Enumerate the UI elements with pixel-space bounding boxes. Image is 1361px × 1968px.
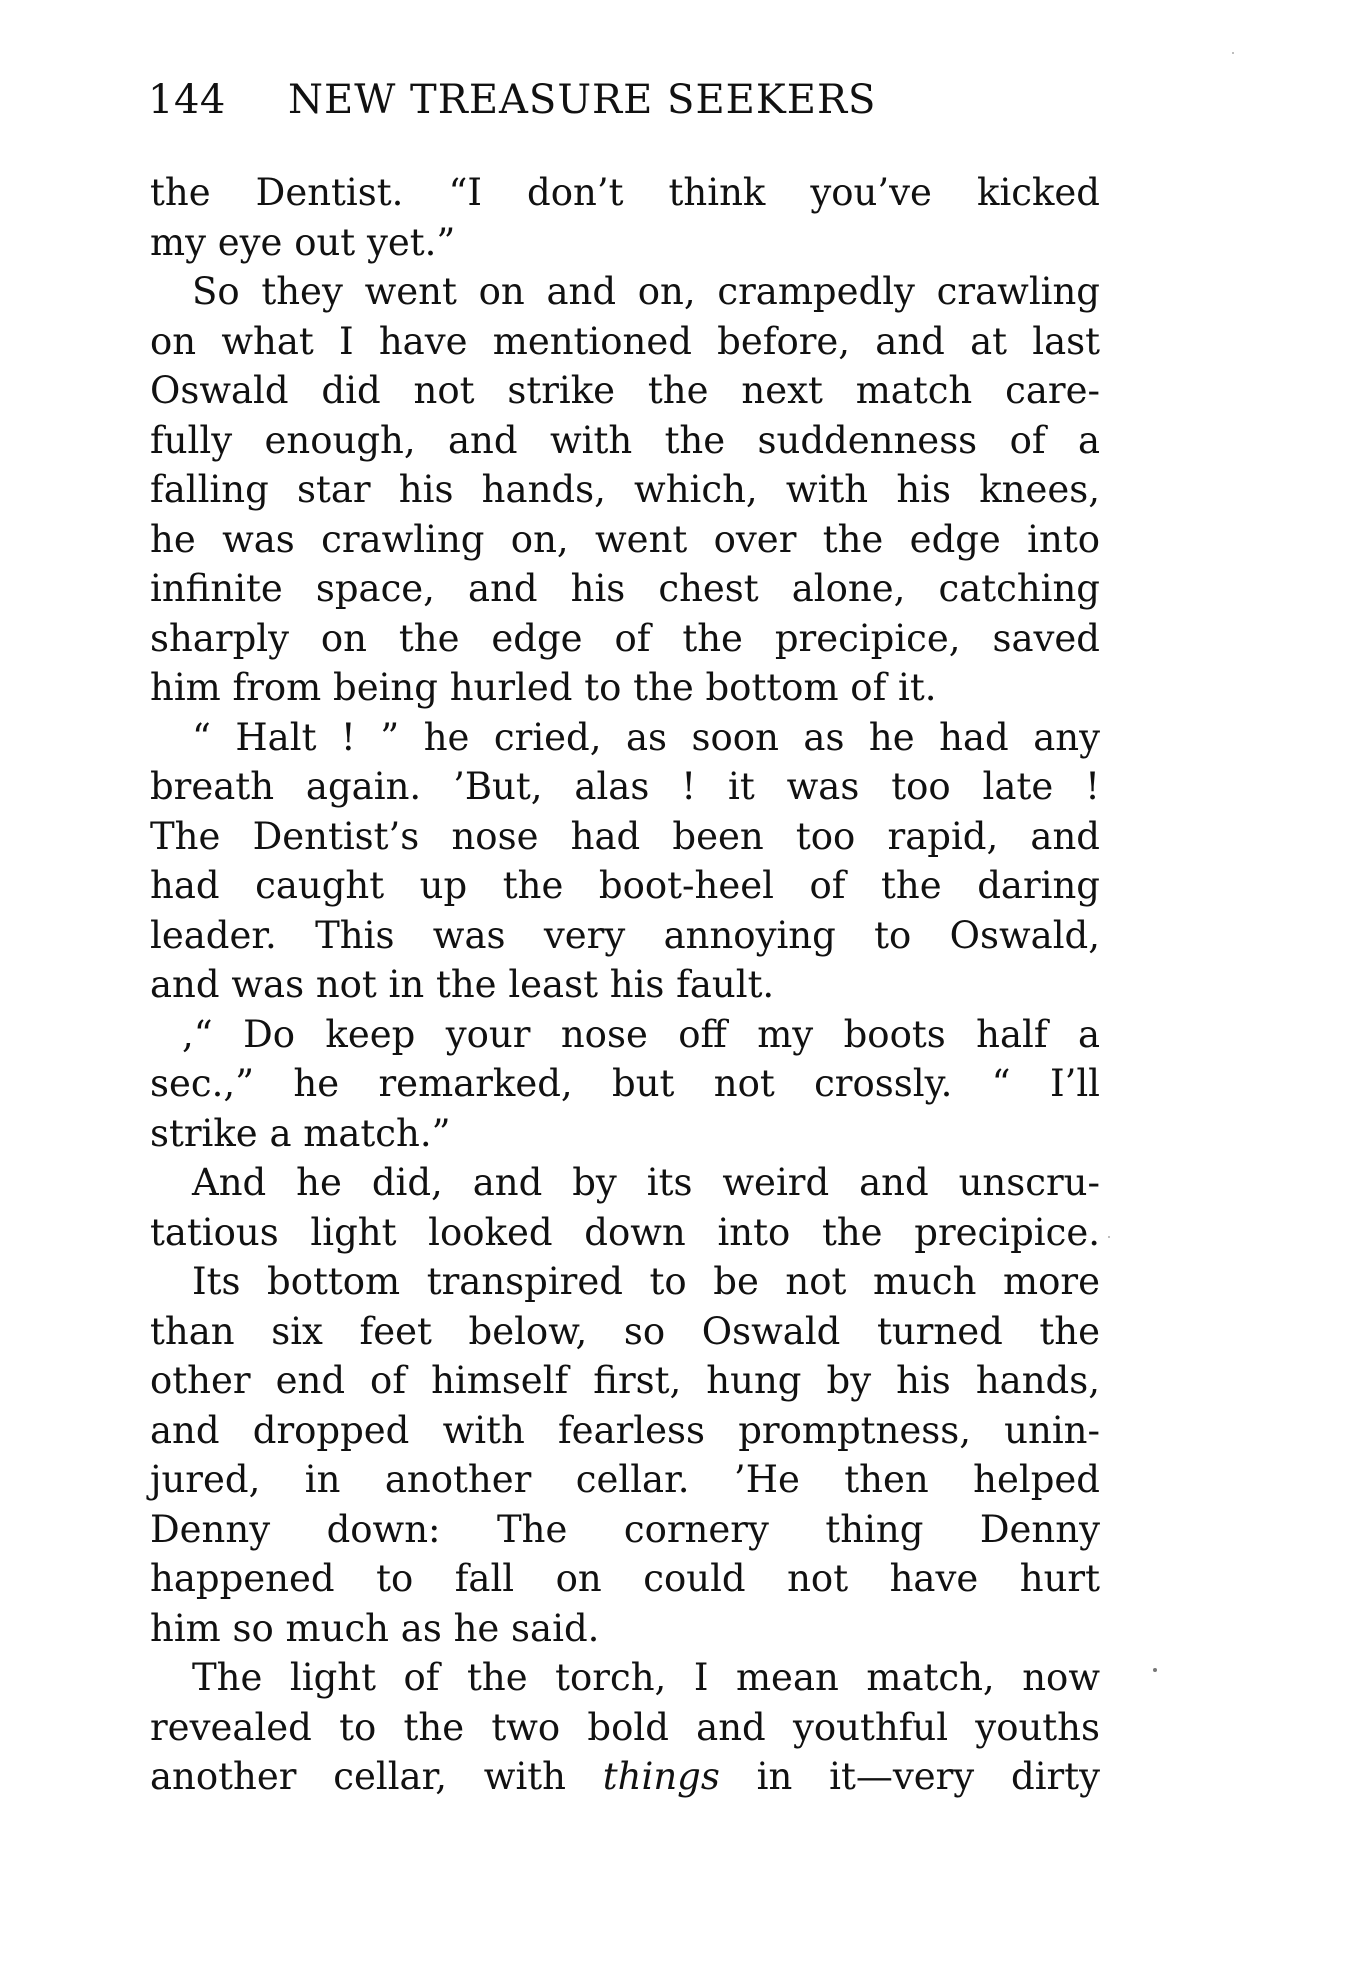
ink-speck — [1232, 52, 1234, 54]
text-line: on what I have mentioned before, and at last — [150, 319, 1100, 363]
text-line: Its bottom transpired to be not much more — [192, 1260, 1100, 1303]
text-line: Oswald did not strike the next match care- — [150, 369, 1100, 412]
ink-speck — [1153, 1668, 1157, 1672]
text-line: falling star his hands, which, with his knees, — [150, 468, 1100, 511]
text-line: infinite space, and his chest alone, catching — [150, 567, 1100, 610]
text-line: revealed to the two bold and youthful youths — [150, 1705, 1100, 1749]
text-line: and dropped with fearless promptness, unin- — [150, 1408, 1100, 1452]
text-line: had caught up the boot-heel of the daring — [150, 864, 1100, 907]
final-line-start: another cellar, with — [150, 1755, 603, 1798]
body-text — [150, 168, 1100, 1802]
ink-speck — [1108, 1236, 1110, 1238]
text-line: The Dentist’s nose had been too rapid, and — [150, 814, 1100, 858]
text-line: fully enough, and with the suddenness of a — [150, 418, 1100, 462]
text-line: ,“ Do keep your nose off my boots half a — [182, 1012, 1100, 1056]
text-line: sharply on the edge of the precipice, saved — [150, 616, 1100, 660]
text-line: breath again. ’But, alas ! it was too late ! — [150, 765, 1100, 808]
page-number: 144 — [148, 77, 226, 123]
running-head — [148, 72, 1108, 128]
text-line: leader. This was very annoying to Oswald, — [150, 913, 1100, 957]
text-line: the Dentist. “I don’t think you’ve kicked — [150, 171, 1100, 214]
text-line: tatious light looked down into the precipice. — [150, 1210, 1100, 1254]
text-line-final — [150, 1752, 1100, 1802]
final-line-end: in it—very dirty — [719, 1755, 1100, 1798]
text-line: “ Halt ! ” he cried, as soon as he had any — [192, 715, 1100, 759]
text-line: than six feet below, so Oswald turned the — [150, 1309, 1100, 1353]
text-line: my eye out yet.” — [150, 220, 456, 264]
text-line: him from being hurled to the bottom of it. — [150, 666, 937, 709]
text-line: The light of the torch, I mean match, now — [192, 1656, 1100, 1699]
text-line: strike a match.” — [150, 1111, 451, 1155]
text-line: happened to fall on could not have hurt — [150, 1557, 1100, 1600]
text-line: So they went on and on, crampedly crawling — [192, 270, 1100, 313]
book-title: NEW TREASURE SEEKERS — [288, 77, 877, 123]
text-line: Denny down: The cornery thing Denny — [150, 1507, 1100, 1551]
italic-word: things — [602, 1755, 720, 1798]
text-line: sec.,” he remarked, but not crossly. “ I’ll — [150, 1062, 1100, 1105]
text-line: And he did, and by its weird and unscru- — [192, 1161, 1100, 1204]
text-line: and was not in the least his fault. — [150, 963, 775, 1006]
text-line: him so much as he said. — [150, 1606, 600, 1650]
text-line: jured, in another cellar. ’He then helped — [150, 1458, 1100, 1501]
text-line: other end of himself first, hung by his hands, — [150, 1359, 1100, 1402]
text-line: he was crawling on, went over the edge into — [150, 517, 1100, 561]
